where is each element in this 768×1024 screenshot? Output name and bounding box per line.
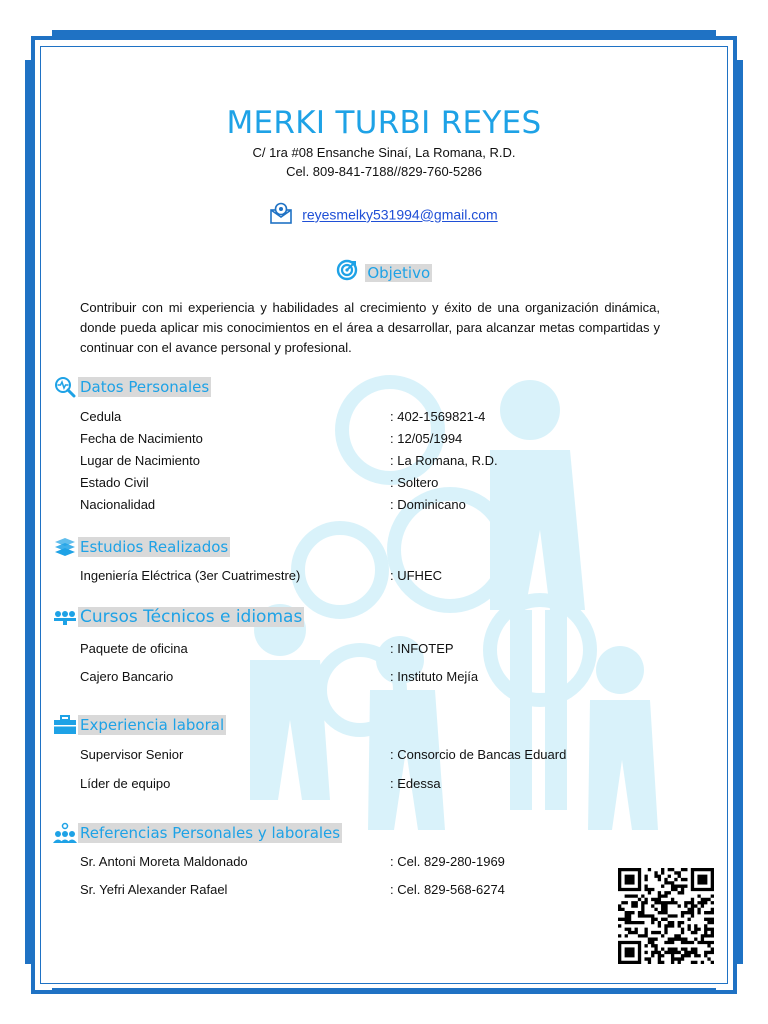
objective-title: Objetivo xyxy=(367,263,431,282)
personal-row xyxy=(80,408,680,426)
candidate-name: MERKI TURBI REYES xyxy=(226,105,542,141)
row-value: : 402-1569821-4 xyxy=(390,409,486,424)
row-value: : Instituto Mejía xyxy=(390,669,479,684)
phone-line: Cel. 809-841-7188//829-760-5286 xyxy=(286,164,482,179)
email-link[interactable]: reyesmelky531994@gmail.com xyxy=(302,206,498,223)
section-experience-title: Experiencia laboral xyxy=(80,716,225,734)
row-label: Nacionalidad xyxy=(80,497,156,512)
row-value: : Cel. 829-280-1969 xyxy=(390,854,505,869)
objective-heading xyxy=(0,259,768,286)
experience-row xyxy=(80,746,680,764)
frame-bar-bottom xyxy=(52,988,716,994)
qr-code xyxy=(618,868,714,964)
frame-bar-top xyxy=(52,30,716,36)
courses-row xyxy=(80,640,680,658)
section-experience-heading xyxy=(52,714,226,736)
row-value: : Consorcio de Bancas Eduard xyxy=(390,747,567,762)
row-label: Sr. Yefri Alexander Rafael xyxy=(80,882,228,897)
references-row xyxy=(80,853,680,871)
target-icon xyxy=(336,259,358,286)
personal-row xyxy=(80,452,680,470)
studies-row xyxy=(80,567,680,585)
email-row xyxy=(0,202,768,227)
frame-bar-left xyxy=(25,60,31,964)
objective-text: Contribuir con mi experiencia y habilidades al crecimiento y éxito de una organización dinámica, donde pueda aplicar mis conocimientos en el área a desarrollar, para alcanzar metas compartidas y continuar con el avance personal y profesional. xyxy=(80,300,660,355)
row-label: Ingeniería Eléctrica (3er Cuatrimestre) xyxy=(80,568,301,583)
row-value: : Dominicano xyxy=(390,497,466,512)
references-row xyxy=(80,881,680,899)
row-label: Lugar de Nacimiento xyxy=(80,453,200,468)
row-value: : Edessa xyxy=(390,776,441,791)
row-label: Paquete de oficina xyxy=(80,641,188,656)
section-studies-title: Estudios Realizados xyxy=(80,538,229,556)
frame-bar-right xyxy=(737,60,743,964)
personal-row xyxy=(80,496,680,514)
row-value: : La Romana, R.D. xyxy=(390,453,498,468)
row-label: Estado Civil xyxy=(80,475,149,490)
section-personal-heading xyxy=(52,376,211,398)
training-icon xyxy=(52,606,78,628)
section-references-heading xyxy=(52,822,342,844)
books-icon xyxy=(52,536,78,558)
section-personal-title: Datos Personales xyxy=(80,378,210,396)
envelope-at-icon xyxy=(270,202,292,227)
row-label: Supervisor Senior xyxy=(80,747,184,762)
row-label: Fecha de Nacimiento xyxy=(80,431,203,446)
briefcase-icon xyxy=(52,714,78,736)
personal-row xyxy=(80,430,680,448)
row-value: : 12/05/1994 xyxy=(390,431,463,446)
row-value: : Soltero xyxy=(390,475,439,490)
people-network-icon xyxy=(52,822,78,844)
row-label: Líder de equipo xyxy=(80,776,171,791)
magnifier-pulse-icon xyxy=(52,376,78,398)
section-references-title: Referencias Personales y laborales xyxy=(80,824,341,842)
courses-row xyxy=(80,668,680,686)
section-courses-heading xyxy=(52,606,304,628)
row-value: : Cel. 829-568-6274 xyxy=(390,882,505,897)
experience-row xyxy=(80,775,680,793)
row-label: Sr. Antoni Moreta Maldonado xyxy=(80,854,248,869)
section-studies-heading xyxy=(52,536,230,558)
row-value: : UFHEC xyxy=(390,568,442,583)
row-label: Cedula xyxy=(80,409,122,424)
row-value: : INFOTEP xyxy=(390,641,454,656)
section-courses-title: Cursos Técnicos e idiomas xyxy=(80,607,303,627)
personal-row xyxy=(80,474,680,492)
address-line: C/ 1ra #08 Ensanche Sinaí, La Romana, R.D. xyxy=(252,145,516,160)
row-label: Cajero Bancario xyxy=(80,669,174,684)
